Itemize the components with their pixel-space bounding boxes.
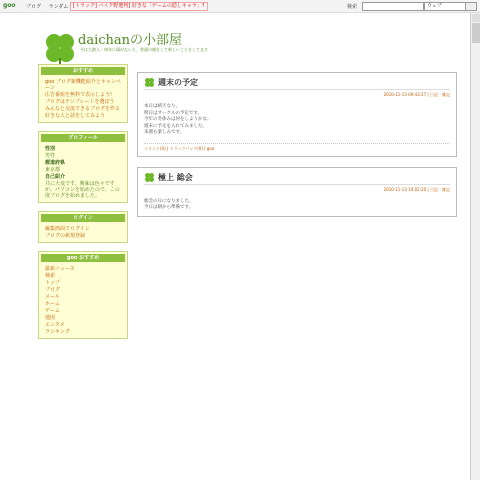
goo-item[interactable]: ブログ (45, 287, 61, 293)
osusume-box (38, 64, 128, 123)
login-link[interactable]: ブログの新規登録 (45, 233, 86, 239)
clover-icon (144, 77, 155, 88)
post (137, 72, 457, 157)
search-select[interactable]: ウェブ (424, 2, 466, 11)
profile-value: 男性 (45, 153, 56, 159)
goo-logo[interactable]: goo (3, 2, 16, 9)
post-body: 本日は晴天なり。 明日はサークルの予定です。 今年の冬休みは何をしようかな。 週末に予定を入れてみました。 来週も楽しみです。 (144, 104, 212, 135)
profile-title: プロフィール (41, 134, 125, 142)
topbar-links (26, 3, 74, 10)
goo-item[interactable]: ゲーム (45, 308, 61, 314)
sidebar (38, 64, 128, 347)
profile-key: 自己紹介 (45, 174, 66, 180)
login-box (38, 211, 128, 243)
topbar-link-random[interactable]: ランダム (48, 4, 69, 10)
osusume-item[interactable]: ブログはテンプレートを選ぼう (45, 99, 115, 105)
osusume-item[interactable]: 好きな人と話をしてみよう (45, 113, 106, 119)
post-body: 総会の日になりました。 今日は朝から準備です。 (144, 198, 194, 210)
scroll-thumb[interactable] (472, 23, 480, 43)
goo-box (38, 251, 128, 339)
clover-icon (144, 172, 155, 183)
goo-item[interactable]: 検索 (45, 273, 56, 279)
osusume-item[interactable]: goo ブログ新機能紹介とキャンペーン (45, 79, 121, 91)
profile-value: 東京都 (45, 167, 61, 173)
goo-item[interactable]: 最新ニュース (45, 266, 75, 272)
post (137, 167, 457, 217)
topbar-banner[interactable]: [トラック] バイク野選判] 好きな「ゲームの隠しキャラ」? (70, 2, 208, 11)
goo-title: goo おすすめ (41, 254, 125, 262)
profile-key: 性別 (45, 146, 56, 152)
goo-item[interactable]: エンタメ (45, 322, 65, 328)
search-input[interactable] (362, 2, 424, 11)
search-button[interactable] (465, 2, 477, 11)
page-scrollbar[interactable] (470, 13, 480, 480)
post-footer[interactable]: コメント(0) | トラックバック(0) | goo (144, 143, 450, 152)
search-label: 検索 (347, 4, 358, 10)
goo-item[interactable]: ランキング (45, 329, 70, 335)
osusume-item[interactable]: みんなと交流できるブログを作る (45, 106, 121, 112)
login-title: ログイン (41, 214, 125, 222)
post-title[interactable]: 週末の予定 (144, 77, 450, 90)
goo-item[interactable]: 地図 (45, 315, 56, 321)
post-date[interactable]: 2010-11-13 09:43:27 | 日記・雑記 (383, 92, 450, 97)
osusume-title: おすすめ (41, 67, 125, 75)
osusume-item[interactable]: 広告番組を無料で表示しよう! (45, 92, 113, 98)
site-subtitle: 今は大熱人・毎年に頭がないと、普通の顔をして新しいことをしてまさ (80, 47, 208, 52)
site-title[interactable]: daichanの小部屋 (78, 33, 183, 48)
main-content (137, 72, 457, 227)
scroll-up-icon[interactable] (472, 14, 480, 22)
post-title[interactable]: 極上 総会 (144, 172, 450, 185)
profile-key: 都道府県 (45, 160, 66, 166)
profile-box (38, 131, 128, 203)
login-link[interactable]: 編集画面でログイン (45, 226, 90, 232)
post-date[interactable]: 2010-11-13 10:02:20 | 日記・雑記 (383, 186, 450, 192)
goo-item[interactable]: ホーム (45, 301, 61, 307)
goo-item[interactable]: メール (45, 294, 60, 300)
profile-value: 共に大変です。興味は色々ですが、パソコンを始めたので、この度ブログを始めました。 (45, 181, 120, 199)
topbar (0, 0, 480, 13)
topbar-link-blog[interactable]: ブログ (26, 4, 42, 10)
goo-item[interactable]: トップ (45, 280, 60, 286)
site-header (0, 13, 470, 63)
